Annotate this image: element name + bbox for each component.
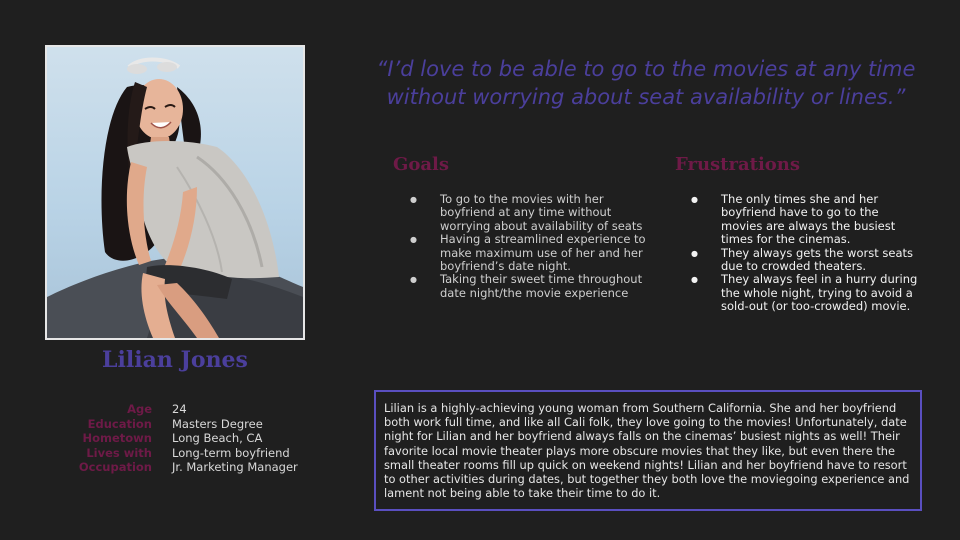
frustrations-heading: Frustrations [675, 154, 801, 175]
persona-illustration [47, 47, 303, 338]
fact-value: Masters Degree [172, 416, 263, 431]
goal-item: ● To go to the movies with her boyfriend at any time without worrying about availability of seats [408, 193, 648, 233]
persona-facts [60, 402, 298, 475]
fact-label: Occupation [78, 460, 152, 474]
persona-quote: “I’d love to be able to go to the movies at any time without worrying about seat availability or lines.” [376, 57, 916, 109]
persona-portrait [45, 45, 305, 340]
persona-name: Lilian Jones [102, 347, 248, 373]
fact-label: Education [87, 416, 152, 431]
frustration-item: ● They always feel in a hurry during the whole night, trying to avoid a sold-out (or too-crowded) movie. [689, 273, 921, 313]
fact-value: Jr. Marketing Manager [172, 460, 298, 474]
persona-bio: Lilian is a highly-achieving young woman from Southern California. She and her boyfriend both work full time, and like all Cali folk, they love going to the movies! Unfortunately, date night for Lilian and her boyfriend always falls on the cinemas’ busiest nights as well! Their favorite local movie theater plays more obscure movies that they like, but even there the small theater rooms fill up quick on weekend nights! Lilian and her boyfriend have to resort to other activities during dates, but together they both love the moviegoing experience and lament not being able to take their time to do it. [374, 390, 922, 511]
fact-row-age [60, 402, 298, 417]
fact-value: Long-term boyfriend [172, 445, 290, 460]
goal-item: ● Having a streamlined experience to make maximum use of her and her boyfriend’s date night. [408, 233, 648, 273]
fact-row-hometown [60, 431, 298, 446]
fact-row-lives-with [60, 446, 298, 461]
frustrations-list [689, 193, 921, 314]
frustration-item: ● The only times she and her boyfriend have to go to the movies are always the busiest times for the cinemas. [689, 193, 921, 247]
fact-label: Lives with [86, 445, 152, 460]
fact-label: Age [127, 402, 152, 416]
goals-list [408, 193, 648, 300]
goal-item: ● Taking their sweet time throughout date night/the movie experience [408, 273, 648, 300]
fact-row-occupation [60, 460, 298, 475]
fact-row-education [60, 417, 298, 432]
goals-heading: Goals [393, 154, 450, 175]
frustration-item: ● They always gets the worst seats due to crowded theaters. [689, 247, 921, 274]
fact-value: Long Beach, CA [172, 431, 263, 445]
fact-label: Hometown [82, 431, 152, 445]
fact-value: 24 [172, 402, 187, 416]
